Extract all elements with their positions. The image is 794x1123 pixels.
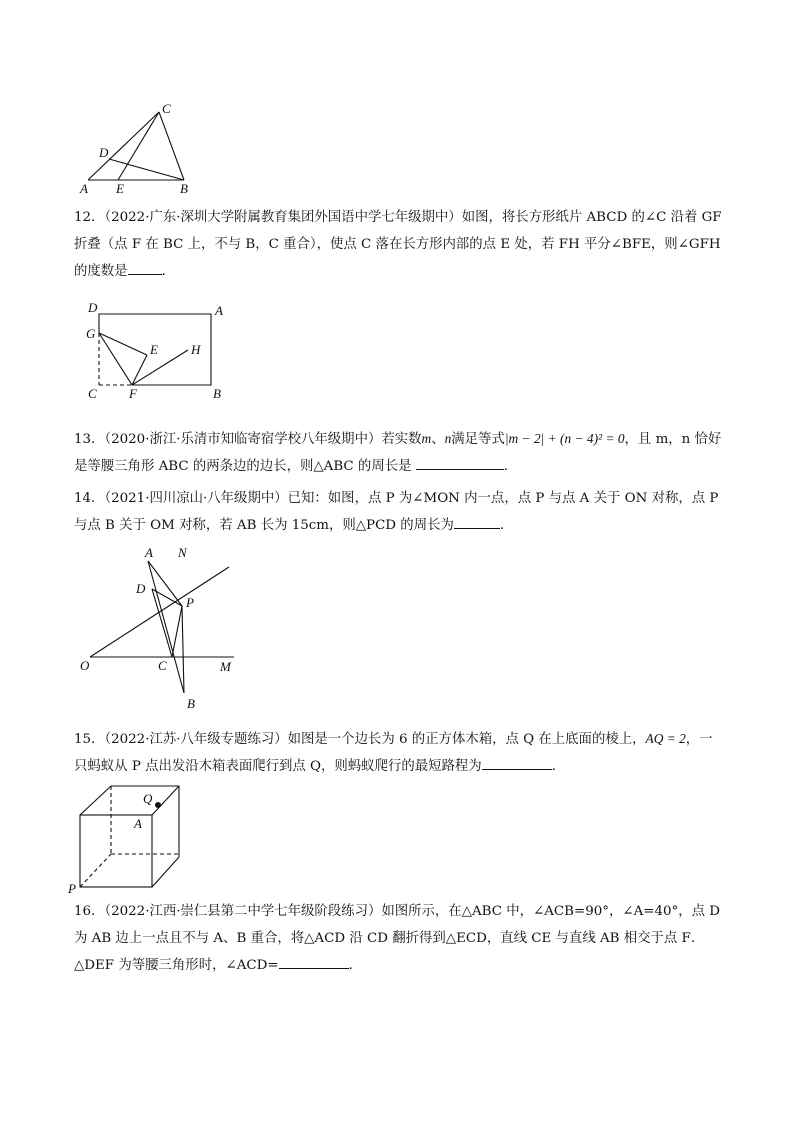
question-14 — [74, 485, 724, 539]
label-e: E — [150, 342, 158, 357]
question-16 — [74, 898, 724, 979]
figure-q14 — [76, 543, 246, 713]
q13-text-a: 13．（2020·浙江·乐清市知临寄宿学校八年级期中）若实数 — [74, 432, 422, 447]
figure-q12-svg — [80, 300, 240, 404]
segment-ab — [148, 561, 184, 693]
q13-equation: |m − 2| + (n − 4)² = 0 — [504, 431, 625, 446]
label-a: A — [134, 816, 142, 831]
ray-on — [90, 567, 229, 657]
question-12 — [74, 204, 724, 285]
label-c: C — [158, 658, 167, 673]
segment-pb — [182, 606, 184, 693]
figure-q15 — [66, 782, 190, 894]
label-o: O — [80, 658, 90, 673]
q15-text-a: 15．（2022·江苏·八年级专题练习）如图是一个边长为 6 的正方体木箱，点 Q 在上底面的棱上， — [74, 732, 646, 747]
label-e: E — [116, 181, 124, 196]
q14-answer-blank[interactable] — [454, 514, 500, 529]
q13-answer-blank[interactable] — [416, 455, 504, 470]
label-g: G — [86, 326, 96, 341]
q15-equation: AQ = 2 — [645, 731, 686, 746]
q12-end: ． — [161, 264, 175, 279]
label-d: D — [88, 300, 98, 315]
label-b: B — [187, 696, 195, 711]
q13-var-m: m — [421, 431, 432, 446]
q13-end: ． — [503, 459, 518, 474]
q16-answer-blank[interactable] — [279, 954, 349, 969]
label-h: H — [191, 342, 201, 357]
label-a: A — [215, 303, 223, 318]
segment-ap — [148, 561, 182, 606]
label-b: B — [180, 181, 188, 196]
q14-text: 14．（2021·四川凉山·八年级期中）已知：如图，点 P 为∠MON 内一点，点 P 与点 A 关于 ON 对称，点 P 与点 B 关于 OM 对称，若 AB 长为 15cm，则△PCD 的周长为 — [74, 491, 719, 533]
q13-text-c: ，且 m，n 恰好是等腰三角形 ABC 的两条边的边长，则△ABC 的周长是 — [74, 432, 722, 474]
label-c: C — [162, 101, 171, 116]
cube-top-front-right-edge — [152, 786, 179, 815]
label-f: F — [129, 386, 137, 401]
label-p: P — [68, 881, 76, 896]
q12-text: 12．（2022·广东·深圳大学附属教育集团外国语中学七年级期中）如图，将长方形纸片 ABCD 的∠C 沿着 GF 折叠（点 F 在 BC 上，不与 B，C 重合），使点 C 落在长方形内部的点 E 处，若 FH 平分∠BFE，则∠GFH 的度数是 — [74, 210, 722, 279]
q13-text-b: 满足等式 — [451, 432, 505, 447]
segment-pc — [172, 606, 182, 657]
point-q — [155, 802, 161, 808]
q16-end: ． — [348, 958, 362, 973]
figure-q14-svg — [76, 543, 246, 713]
q15-answer-blank[interactable] — [482, 755, 552, 770]
label-n: N — [178, 545, 187, 560]
label-m: M — [220, 659, 231, 674]
label-p: P — [186, 595, 194, 610]
label-b: B — [213, 386, 221, 401]
q15-text-b: ，一只蚂蚁从 P 点出发沿木箱表面爬行到点 Q，则蚂蚁爬行的最短路程为 — [74, 732, 713, 774]
q14-end: ． — [499, 518, 514, 533]
q13-var-n: n — [444, 431, 452, 446]
figure-q12 — [80, 300, 240, 404]
figure-q11 — [78, 100, 198, 198]
label-a: A — [145, 545, 153, 560]
q12-answer-blank[interactable] — [128, 260, 162, 275]
q13-sep: 、 — [431, 432, 445, 447]
label-a: A — [80, 181, 88, 196]
label-d: D — [136, 581, 146, 596]
figure-q11-svg — [78, 100, 198, 198]
question-15 — [74, 725, 724, 780]
label-c: C — [88, 386, 97, 401]
segment-cb — [159, 112, 184, 180]
label-d: D — [99, 145, 109, 160]
label-q: Q — [143, 791, 153, 806]
q15-end: ． — [551, 759, 566, 774]
figure-q15-svg — [66, 782, 190, 894]
question-13 — [74, 425, 724, 480]
cube-hidden-diagonal-edge — [80, 854, 111, 887]
q16-text: 16．（2022·江西·崇仁县第二中学七年级阶段练习）如图所示，在△ABC 中，∠ACB=90°，∠A=40°，点 D 为 AB 边上一点且不与 A、B 重合，将△ACD 沿 CD 翻折得到△ECD，直线 CE 与直线 AB 相交于点 F．△DEF 为等腰三角形时，∠ACD= — [74, 904, 720, 973]
